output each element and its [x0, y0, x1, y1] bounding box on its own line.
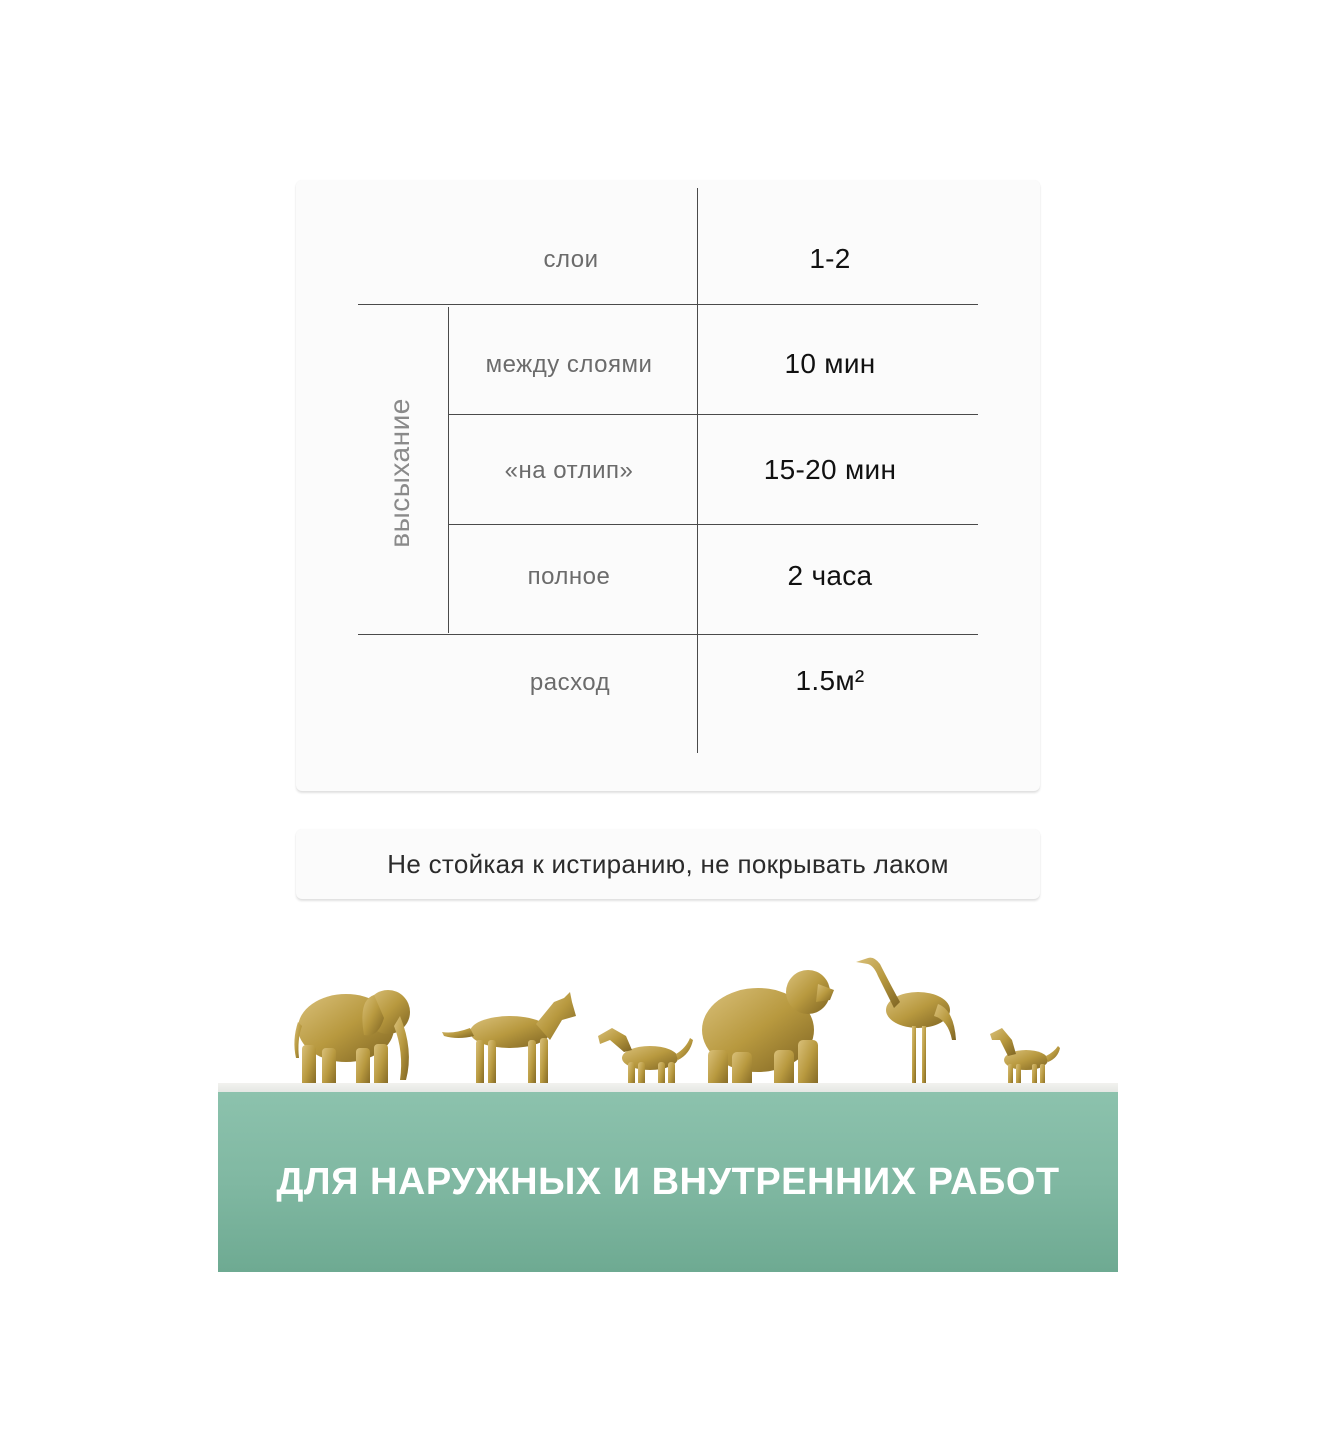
table-divider-horizontal — [358, 304, 978, 305]
row-value-between-layers: 10 мин — [784, 348, 876, 379]
row-value-touch-dry: 15-20 мин — [763, 454, 897, 485]
puppy-figurine — [598, 1028, 693, 1090]
note-card — [296, 829, 1040, 899]
usage-banner — [218, 1092, 1118, 1272]
bear-figurine — [702, 970, 834, 1090]
table-divider-horizontal — [449, 414, 978, 415]
row-label-consumption: расход — [529, 669, 611, 696]
row-label-full-dry: полное — [527, 563, 611, 590]
row-value-consumption: 1.5м² — [795, 665, 865, 696]
row-label-between-layers: между слоями — [485, 351, 653, 378]
row-value-full-dry: 2 часа — [787, 560, 873, 591]
animal-figurines — [218, 940, 1118, 1095]
row-value-layers: 1-2 — [809, 243, 851, 274]
fawn-figurine — [990, 1028, 1060, 1090]
row-label-touch-dry: «на отлип» — [504, 457, 634, 484]
table-divider-horizontal — [449, 524, 978, 525]
banner-text: ДЛЯ НАРУЖНЫХ И ВНУТРЕННИХ РАБОТ — [276, 1160, 1060, 1203]
row-label-layers: слои — [543, 246, 599, 273]
dog-figurine — [442, 992, 576, 1090]
table-divider-horizontal — [358, 634, 978, 635]
note-text: Не стойкая к истиранию, не покрывать лаком — [387, 848, 949, 879]
elephant-figurine — [294, 990, 410, 1090]
drying-group-label: высыхание — [384, 398, 415, 548]
crane-figurine — [856, 958, 956, 1090]
